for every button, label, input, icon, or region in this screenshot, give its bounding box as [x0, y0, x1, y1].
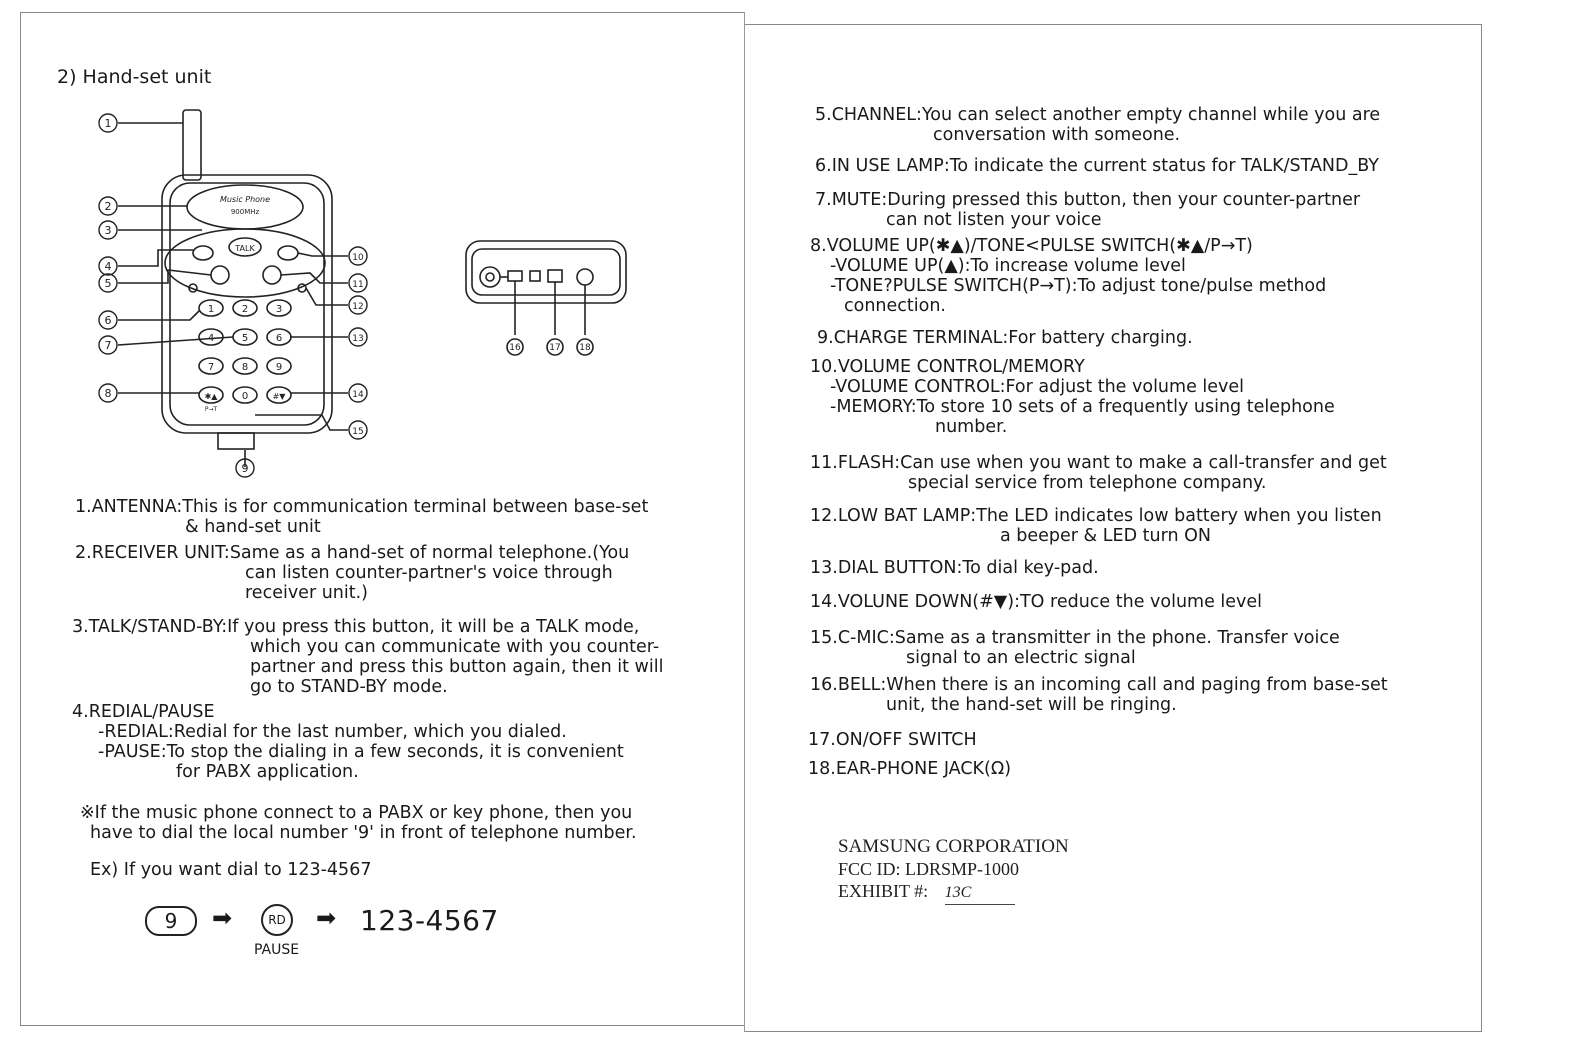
- item-head: 12.LOW BAT LAMP:The LED indicates low battery when you listen: [810, 506, 1382, 526]
- pabx-note: [80, 803, 637, 843]
- arrow-icon: ➡: [316, 904, 337, 932]
- item-bell: [810, 675, 1388, 715]
- item-line: special service from telephone company.: [908, 473, 1267, 493]
- redial-badge: [261, 904, 293, 936]
- callout-5: 5: [104, 277, 112, 290]
- item-line: a beeper & LED turn ON: [1000, 526, 1211, 546]
- key-6-label: 6: [275, 333, 283, 344]
- channel-button-drawing: [211, 266, 229, 284]
- callout-11: 11: [352, 280, 364, 290]
- handset-side-view-diagram: [460, 235, 640, 365]
- item-charge-terminal: [817, 328, 1193, 348]
- item-flash: [810, 453, 1387, 493]
- stamp-fcc-id: FCC ID: LDRSMP-1000: [838, 859, 1020, 879]
- callout-10: 10: [352, 253, 364, 263]
- pause-label: PAUSE: [254, 942, 300, 958]
- item-c-mic: [810, 628, 1340, 668]
- item-line: -VOLUME UP(▲):To increase volume level: [830, 256, 1186, 276]
- item-line: conversation with someone.: [933, 125, 1181, 145]
- digit-9-badge: [145, 906, 197, 936]
- item-line: unit, the hand-set will be ringing.: [886, 695, 1177, 715]
- item-low-bat-lamp: [810, 506, 1382, 546]
- item-antenna: [75, 497, 648, 537]
- note-line: ※If the music phone connect to a PABX or key phone, then you: [80, 803, 633, 823]
- stamp-exhibit: [838, 880, 1069, 905]
- item-receiver-unit: [75, 543, 629, 603]
- callout-15: 15: [352, 427, 364, 437]
- stamp-exhibit-label: EXHIBIT #:: [838, 881, 929, 901]
- item-head: 6.IN USE LAMP:To indicate the current status for TALK/STAND_BY: [815, 156, 1379, 176]
- item-channel: [815, 105, 1380, 145]
- dial-number: 123-4567: [360, 904, 499, 937]
- page-divider: [744, 12, 745, 1032]
- redial-button-drawing: [193, 246, 213, 260]
- dial-sequence: [140, 898, 520, 958]
- note-line: have to dial the local number '9' in front of telephone number.: [90, 823, 637, 843]
- item-head: 1.ANTENNA:This is for communication terminal between base-set: [75, 497, 649, 517]
- callout-1: 1: [104, 117, 112, 130]
- key-3-label: 3: [275, 304, 283, 315]
- item-ear-phone-jack: [808, 759, 1011, 779]
- item-head: 18.EAR-PHONE JACK(Ω): [808, 759, 1012, 779]
- item-line: receiver unit.): [245, 583, 369, 603]
- callout-9: 9: [241, 462, 249, 475]
- callout-6: 6: [104, 314, 112, 327]
- star-sub-label: P→T: [204, 406, 218, 413]
- item-line: can not listen your voice: [886, 210, 1102, 230]
- item-head: 15.C-MIC:Same as a transmitter in the phone. Transfer voice: [810, 628, 1340, 648]
- item-line: -MEMORY:To store 10 sets of a frequently using telephone: [830, 397, 1335, 417]
- callout-2: 2: [104, 200, 112, 213]
- handset-diagram: [90, 105, 400, 485]
- callout-8: 8: [104, 387, 112, 400]
- item-line: -REDIAL:Redial for the last number, which you dialed.: [98, 722, 567, 742]
- item-head: 11.FLASH:Can use when you want to make a call-transfer and get: [810, 453, 1387, 473]
- item-redial-pause: [72, 702, 624, 782]
- item-head: 16.BELL:When there is an incoming call and paging from base-set: [810, 675, 1388, 695]
- key-1-label: 1: [207, 304, 215, 315]
- key-9-label: 9: [275, 362, 283, 373]
- key-8-label: 8: [241, 362, 249, 373]
- redial-badge-label: RD: [268, 913, 286, 927]
- item-line: signal to an electric signal: [906, 648, 1136, 668]
- stamp-exhibit-value: 13C: [945, 882, 1015, 905]
- key-hash-label: #▼: [272, 392, 286, 401]
- charge-terminal-drawing: [218, 433, 254, 449]
- digit-9-label: 9: [164, 909, 178, 933]
- item-line: & hand-set unit: [185, 517, 321, 537]
- brand-label: Music Phone: [219, 195, 271, 204]
- item-head: 8.VOLUME UP(✱▲)/TONE<PULSE SWITCH(✱▲/P→T): [810, 236, 1253, 256]
- item-on-off-switch: [808, 730, 977, 750]
- key-5-label: 5: [241, 333, 249, 344]
- item-line: which you can communicate with you counter-: [250, 637, 660, 657]
- item-dial-button: [810, 558, 1099, 578]
- key-star-label: ✱▲: [204, 392, 218, 401]
- item-in-use-lamp: [815, 156, 1379, 176]
- key-2-label: 2: [241, 304, 249, 315]
- item-mute: [815, 190, 1360, 230]
- item-line: for PABX application.: [176, 762, 359, 782]
- item-head: 2.RECEIVER UNIT:Same as a hand-set of normal telephone.(You: [75, 543, 630, 563]
- callout-4: 4: [104, 260, 112, 273]
- key-7-label: 7: [207, 362, 215, 373]
- item-volume-down: [810, 592, 1262, 612]
- vol-button-drawing: [278, 246, 298, 260]
- item-line: -TONE?PULSE SWITCH(P→T):To adjust tone/pulse method: [830, 276, 1327, 296]
- frequency-label: 900MHz: [230, 208, 260, 216]
- antenna-drawing: [183, 110, 201, 180]
- keypad-drawing: [199, 300, 291, 403]
- item-line: go to STAND-BY mode.: [250, 677, 448, 697]
- callout-16: 16: [509, 343, 521, 353]
- arrow-icon: ➡: [212, 904, 233, 932]
- key-4-label: 4: [207, 333, 215, 344]
- receiver-drawing: [187, 185, 303, 229]
- item-head: 10.VOLUME CONTROL/MEMORY: [810, 357, 1085, 377]
- item-head: 4.REDIAL/PAUSE: [72, 702, 215, 722]
- item-head: 7.MUTE:During pressed this button, then your counter-partner: [815, 190, 1361, 210]
- item-head: 14.VOLUNE DOWN(#▼):TO reduce the volume level: [810, 592, 1263, 612]
- item-head: 13.DIAL BUTTON:To dial key-pad.: [810, 558, 1099, 578]
- item-head: 17.ON/OFF SWITCH: [808, 730, 977, 750]
- key-0-label: 0: [241, 391, 249, 402]
- callout-12: 12: [352, 302, 364, 312]
- item-head: 5.CHANNEL:You can select another empty channel while you are: [815, 105, 1381, 125]
- callout-7: 7: [104, 339, 112, 352]
- callout-14: 14: [352, 390, 364, 400]
- item-talk-standby: [72, 617, 663, 697]
- flash-button-drawing: [263, 266, 281, 284]
- stamp-company: SAMSUNG CORPORATION: [838, 836, 1069, 857]
- callout-18: 18: [579, 343, 591, 353]
- talk-label: TALK: [235, 244, 255, 253]
- item-line: -PAUSE:To stop the dialing in a few seconds, it is convenient: [98, 742, 624, 762]
- item-line: number.: [935, 417, 1008, 437]
- item-head: 3.TALK/STAND-BY:If you press this button, it will be a TALK mode,: [72, 617, 640, 637]
- item-head: 9.CHARGE TERMINAL:For battery charging.: [817, 328, 1193, 348]
- callout-13: 13: [352, 334, 364, 344]
- item-volume-control-memory: [810, 357, 1335, 437]
- callout-3: 3: [104, 224, 112, 237]
- example-intro: Ex) If you want dial to 123-4567: [90, 860, 372, 880]
- item-line: -VOLUME CONTROL:For adjust the volume level: [830, 377, 1245, 397]
- section-title: 2) Hand-set unit: [57, 66, 212, 88]
- item-line: connection.: [844, 296, 946, 316]
- fcc-stamp: [838, 836, 1069, 905]
- item-line: can listen counter-partner's voice through: [245, 563, 613, 583]
- callout-17: 17: [549, 343, 561, 353]
- item-line: partner and press this button again, then it will: [250, 657, 664, 677]
- item-volume-up-tone-pulse: [810, 236, 1326, 316]
